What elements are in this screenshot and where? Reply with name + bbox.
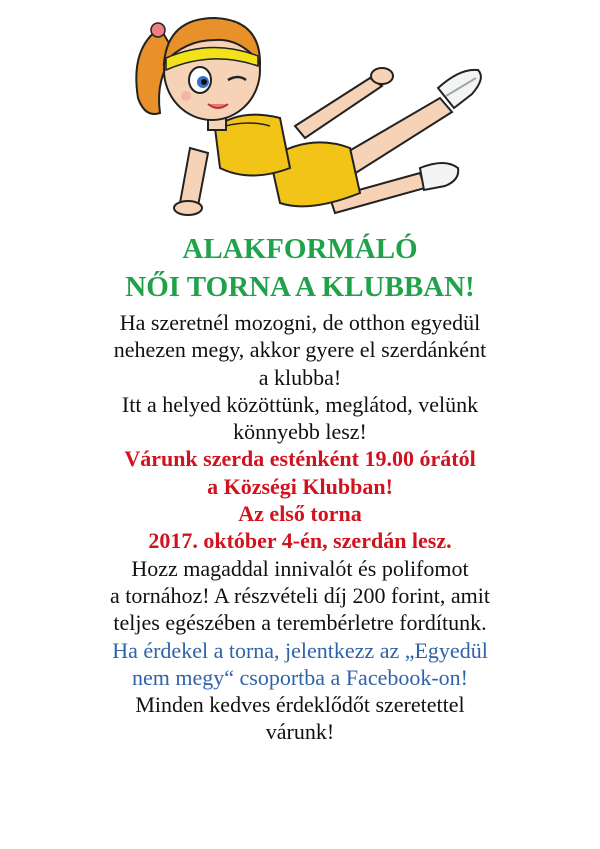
announcement-body	[0, 309, 600, 746]
event-time-line: Várunk szerda esténként 19.00 órától	[124, 446, 476, 472]
event-place-line: a Községi Klubban!	[207, 473, 393, 499]
first-session-line: Az első torna	[238, 501, 362, 527]
intro-line: könnyebb lesz!	[233, 419, 367, 445]
details-line: Hozz magaddal innivalót és polifomot	[131, 555, 469, 581]
details-line: a tornához! A részvételi díj 200 forint, amit	[109, 582, 490, 608]
details-line: teljes egészében a terembérletre fordítunk.	[113, 610, 487, 636]
closing-line: várunk!	[265, 719, 335, 745]
first-session-date-line: 2017. október 4-én, szerdán lesz.	[148, 528, 452, 554]
intro-line: Itt a helyed közöttünk, meglátod, velünk	[121, 391, 479, 417]
intro-line: nehezen megy, akkor gyere el szerdánként	[113, 337, 487, 363]
exercising-girl-illustration	[120, 8, 490, 220]
facebook-line: Ha érdekel a torna, jelentkezz az „Egyedül	[112, 637, 488, 663]
page-title-line-2: NŐI TORNA A KLUBBAN!	[125, 271, 475, 303]
page-title-line-1: ALAKFORMÁLÓ	[182, 233, 418, 265]
facebook-line: nem megy“ csoportba a Facebook-on!	[132, 664, 468, 690]
intro-line: Ha szeretnél mozogni, de otthon egyedül	[119, 310, 481, 335]
closing-line: Minden kedves érdeklődőt szeretettel	[135, 692, 465, 718]
intro-line: a klubba!	[258, 364, 342, 390]
